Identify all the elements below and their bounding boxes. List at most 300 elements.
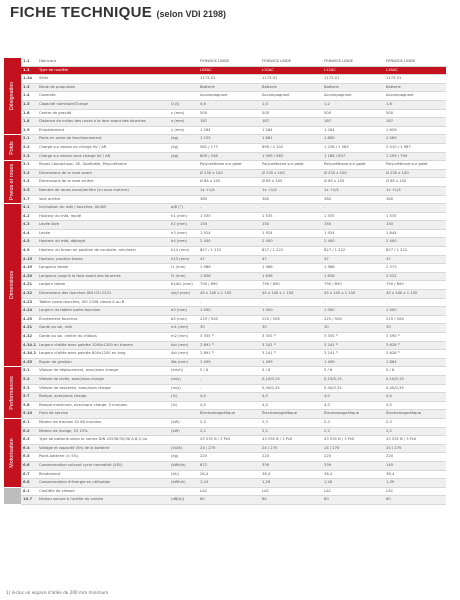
spec-row <box>4 487 446 496</box>
row-label: Écartement fourches <box>37 315 169 324</box>
row-unit <box>169 66 198 75</box>
row-value: - <box>322 204 384 213</box>
row-value: 30 <box>260 324 322 333</box>
row-value: 1 535 <box>384 212 446 221</box>
row-label: Hauteur du mât, replié <box>37 212 169 221</box>
row-unit <box>169 169 198 178</box>
row-number: 6.7 <box>21 470 37 479</box>
row-value: 30 <box>384 324 446 333</box>
row-value: 43 535 B / 3 PzS <box>198 436 260 445</box>
row-label: Rendement <box>37 470 169 479</box>
section-label <box>4 58 21 135</box>
row-number: 5.1 <box>21 367 37 376</box>
row-unit: h1 (mm) <box>169 212 198 221</box>
row-number: 8.1 <box>21 487 37 496</box>
spec-row <box>4 135 446 144</box>
spec-row <box>4 272 446 281</box>
row-value: 225 / 926 <box>384 315 446 324</box>
row-value: Électromagnétique <box>260 410 322 419</box>
row-value: Électromagnétique <box>384 410 446 419</box>
spec-row <box>4 427 446 436</box>
row-value: Batterie <box>260 83 322 92</box>
row-value: Batterie <box>384 83 446 92</box>
row-label: Charge sur essieu sans charge AV / AR <box>37 152 169 161</box>
row-value: 1 661 <box>260 135 322 144</box>
row-value: 45 x 100 x 1 150 <box>322 290 384 299</box>
spec-row <box>4 375 446 384</box>
row-value: 225 / 926 <box>260 315 322 324</box>
row-value: 2 400 <box>260 238 322 247</box>
row-value: 43 535 B / 3 PzS <box>384 436 446 445</box>
row-value: 1 499 <box>322 358 384 367</box>
spec-row <box>4 410 446 419</box>
row-value: 4,0 <box>384 401 446 410</box>
row-unit <box>169 298 198 307</box>
row-value: 150 <box>322 221 384 230</box>
row-unit: l1 (mm) <box>169 264 198 273</box>
row-value: 60 <box>198 496 260 505</box>
row-value: 790 / 890 <box>260 281 322 290</box>
row-value: 47 <box>322 255 384 264</box>
row-value: 43 535 B / 3 PzS <box>260 436 322 445</box>
row-value: 1173-01 <box>384 75 446 84</box>
row-label: Hauteur du mât, déployé <box>37 238 169 247</box>
row-value: - <box>198 298 260 307</box>
row-unit <box>169 92 198 101</box>
row-value: Ø 85 x 105 <box>322 178 384 187</box>
row-unit: Wa (mm) <box>169 358 198 367</box>
row-value: - <box>260 204 322 213</box>
row-unit: (m/s) <box>169 375 198 384</box>
row-value: 500 <box>260 109 322 118</box>
row-unit: (kWh/h) <box>169 461 198 470</box>
row-value: 1x +1/4 <box>322 186 384 195</box>
row-value: 827 / 1 222 <box>198 247 260 256</box>
row-value: Ø 85 x 105 <box>198 178 260 187</box>
row-number: 10.7 <box>21 496 37 505</box>
row-label: Contrôle de vitesse <box>37 487 169 496</box>
spec-row <box>4 470 446 479</box>
row-value: 3 241 ¹⁾ <box>322 350 384 359</box>
row-value: 24 / 270 <box>384 444 446 453</box>
row-label: Type de modèle <box>37 66 169 75</box>
row-number: 4.15 <box>21 255 37 264</box>
section-name: Dimensions <box>8 271 15 300</box>
row-value: 4,0 <box>384 393 446 402</box>
row-value: 500 <box>384 109 446 118</box>
row-value: 5 / 6 <box>198 367 260 376</box>
section-label <box>4 487 21 504</box>
row-value: 699 / 2 142 <box>260 143 322 152</box>
row-value: 2,3 <box>198 418 260 427</box>
row-number: 2.1 <box>21 135 37 144</box>
row-value: Polyuréthane sur galet <box>260 161 322 170</box>
row-value: 1 295 / 790 <box>384 152 446 161</box>
row-value: L12AC <box>322 66 384 75</box>
row-value: 1 000 <box>198 307 260 316</box>
row-unit <box>169 58 198 66</box>
row-number: 1.2a <box>21 75 37 84</box>
row-label: Rayon de giration <box>37 358 169 367</box>
row-unit: s/e/l (mm) <box>169 290 198 299</box>
row-number: 4.25 <box>21 315 37 324</box>
row-value: 150 <box>384 221 446 230</box>
row-value: Ø 85 x 105 <box>260 178 322 187</box>
row-unit <box>169 186 198 195</box>
row-value: 4,0 <box>322 401 384 410</box>
row-value: 0,10/0,15 <box>384 375 446 384</box>
row-number: 1.8 <box>21 118 37 127</box>
spec-row <box>4 83 446 92</box>
row-value: 24 / 270 <box>198 444 260 453</box>
row-unit: (kg) <box>169 453 198 462</box>
row-value: 2 022 <box>384 272 446 281</box>
row-value: 220 <box>384 453 446 462</box>
spec-row <box>4 307 446 316</box>
row-label: Longueur totale <box>37 264 169 273</box>
row-value: 827 / 1 222 <box>260 247 322 256</box>
row-value: L16AC <box>384 66 446 75</box>
row-value: 1x +1/4 <box>198 186 260 195</box>
spec-row <box>4 401 446 410</box>
spec-row <box>4 350 446 359</box>
row-value: LAC <box>384 487 446 496</box>
row-value: 380 <box>322 195 384 204</box>
row-label: Fabricant <box>37 58 169 66</box>
row-value: 2 065 <box>384 135 446 144</box>
row-unit: Ast (mm) <box>169 341 198 350</box>
spec-row <box>4 118 446 127</box>
row-value: 1 226 / 1 563 <box>322 143 384 152</box>
row-number: 1.1 <box>21 58 37 66</box>
row-label: Roues Caoutchouc, SE, Gonflable, Polyuréthane <box>37 161 169 170</box>
row-unit: m1 (mm) <box>169 324 198 333</box>
row-value: 220 <box>198 453 260 462</box>
row-unit: (km/h) <box>169 367 198 376</box>
row-number: 1.3 <box>21 83 37 92</box>
row-label: Hauteur, position basse <box>37 255 169 264</box>
row-value: 339 <box>322 461 384 470</box>
sheet-title <box>10 4 226 22</box>
row-value: Accompagnant <box>260 92 322 101</box>
row-label: Largeur d'allée avec palette 1000x1200 en travers <box>37 341 169 350</box>
row-value: 1 155 <box>198 135 260 144</box>
row-value: 380 <box>384 195 446 204</box>
row-value: 26,4 <box>198 470 260 479</box>
row-unit: h3 (mm) <box>169 229 198 238</box>
row-value: 1 636 <box>322 272 384 281</box>
row-unit: b5 (mm) <box>169 315 198 324</box>
footnote: 1) inclus un espace d'allée de 200 mm minimum <box>6 590 109 595</box>
row-number: 1.9 <box>21 126 37 135</box>
row-value: 380 <box>198 195 260 204</box>
row-label: Levée libre <box>37 221 169 230</box>
row-unit: (t/h) <box>169 470 198 479</box>
row-value: 2 400 <box>322 238 384 247</box>
row-value: 1 986 <box>260 264 322 273</box>
section-name: Désignation <box>8 81 15 111</box>
row-value: 2,3 <box>384 418 446 427</box>
row-value: 3 490 ¹⁾ <box>384 333 446 342</box>
spec-row <box>4 161 446 170</box>
row-value: 24 / 270 <box>322 444 384 453</box>
row-value: - <box>384 298 446 307</box>
row-unit <box>169 487 198 496</box>
row-value: Accompagnant <box>384 92 446 101</box>
row-number: 5.2 <box>21 375 37 384</box>
row-value: 30 <box>198 324 260 333</box>
row-value: 1,2 <box>322 100 384 109</box>
row-value: 5 / 6 <box>322 367 384 376</box>
row-value: 1 924 <box>322 229 384 238</box>
row-value: 790 / 890 <box>322 281 384 290</box>
row-label: Hauteur du timon en position de conduite, min/maxi <box>37 247 169 256</box>
row-value: - <box>322 298 384 307</box>
row-value: 4,0 <box>260 401 322 410</box>
row-number: 4.32 <box>21 333 37 342</box>
row-unit: (kWh/h) <box>169 479 198 488</box>
row-unit <box>169 195 198 204</box>
spec-row <box>4 126 446 135</box>
row-value: 5 / 6 <box>260 367 322 376</box>
row-unit <box>169 161 198 170</box>
row-value: - <box>198 375 260 384</box>
row-value: 339 <box>260 461 322 470</box>
row-value: 2 400 <box>384 238 446 247</box>
section-label <box>4 418 21 487</box>
spec-table-body <box>4 58 446 504</box>
spec-row <box>4 384 446 393</box>
spec-row <box>4 238 446 247</box>
row-value: 1 535 <box>198 212 260 221</box>
row-number: 3.7 <box>21 195 37 204</box>
spec-row <box>4 169 446 178</box>
row-value: 1,6 <box>384 100 446 109</box>
row-value: 5 / 6 <box>384 367 446 376</box>
row-value: 4,0 <box>198 401 260 410</box>
section-label <box>4 135 21 161</box>
row-value: Ø 230 x 100 <box>260 169 322 178</box>
row-value: 60 <box>260 496 322 505</box>
row-label: Levée <box>37 229 169 238</box>
row-unit: (V/Ah) <box>169 444 198 453</box>
row-label: Largeur du tablier porte-fourches <box>37 307 169 316</box>
row-value: 1 626 <box>384 126 446 135</box>
row-number: 2.2 <box>21 143 37 152</box>
row-value: 150 <box>260 221 322 230</box>
row-value: Ø 85 x 105 <box>384 178 446 187</box>
row-number: 5.10 <box>21 410 37 419</box>
row-unit <box>169 178 198 187</box>
row-value: 220 <box>260 453 322 462</box>
spec-sheet <box>4 58 446 505</box>
spec-row <box>4 204 446 213</box>
spec-row <box>4 333 446 342</box>
row-number: 3.5 <box>21 186 37 195</box>
row-value: 45 x 100 x 1 150 <box>260 290 322 299</box>
row-value: 1 264 <box>260 126 322 135</box>
row-label: Garde au sol, mât <box>37 324 169 333</box>
row-value: - <box>198 204 260 213</box>
row-value: 3 355 ¹⁾ <box>322 333 384 342</box>
row-label: Poids batterie (± 5%) <box>37 453 169 462</box>
row-value: 30 <box>322 324 384 333</box>
spec-row <box>4 324 446 333</box>
row-value: 1 986 <box>322 264 384 273</box>
row-value: 1 924 <box>198 229 260 238</box>
row-number: 4.5 <box>21 238 37 247</box>
row-value: FENWICK LINDE <box>322 58 384 66</box>
row-value: LAC <box>260 487 322 496</box>
row-label: Vitesse de levée, avec/sans charge <box>37 375 169 384</box>
section-name: Performances <box>8 375 15 410</box>
row-value: 0,10/0,15 <box>260 375 322 384</box>
spec-row <box>4 281 446 290</box>
spec-row <box>4 264 446 273</box>
row-value: Ø 230 x 100 <box>384 169 446 178</box>
row-value: L10AC <box>260 66 322 75</box>
spec-row <box>4 479 446 488</box>
row-value: 225 / 926 <box>322 315 384 324</box>
row-value: 60 <box>322 496 384 505</box>
spec-row <box>4 58 446 66</box>
row-value: 2,3 <box>322 418 384 427</box>
row-unit: (%) <box>169 393 198 402</box>
row-value: LAC <box>322 487 384 496</box>
row-label: Largeur totale <box>37 281 169 290</box>
row-number: 4.19 <box>21 264 37 273</box>
row-value: 380 <box>260 195 322 204</box>
spec-row <box>4 100 446 109</box>
row-value: Batterie <box>198 83 260 92</box>
row-unit: Ast (mm) <box>169 350 198 359</box>
row-label: Niveau sonore à l'oreille du cariste <box>37 496 169 505</box>
row-unit: l2 (mm) <box>169 272 198 281</box>
row-label: Longueur jusqu'à la face avant des fourches <box>37 272 169 281</box>
row-value: 187 <box>384 118 446 127</box>
row-value: 150 <box>198 221 260 230</box>
spec-row <box>4 255 446 264</box>
section-name: Pneus et roues <box>8 163 15 201</box>
row-unit <box>169 410 198 419</box>
row-number: 5.3 <box>21 384 37 393</box>
row-label: Moteur de levage, S3 15% <box>37 427 169 436</box>
row-value: L06AC <box>198 66 260 75</box>
row-value: 220 <box>322 453 384 462</box>
row-value: 3 355 ¹⁾ <box>260 333 322 342</box>
section-label <box>4 161 21 204</box>
row-value: 1 844 <box>384 229 446 238</box>
row-value: 2,2 <box>260 427 322 436</box>
row-unit: (m/s) <box>169 384 198 393</box>
section-name: Motorisation <box>8 438 15 468</box>
row-value: 2,2 <box>198 427 260 436</box>
row-unit: (kg) <box>169 152 198 161</box>
row-value: - <box>198 384 260 393</box>
spec-row <box>4 393 446 402</box>
row-value: Ø 230 x 100 <box>198 169 260 178</box>
row-value: 1,24 <box>198 479 260 488</box>
row-value: 1173-01 <box>322 75 384 84</box>
row-unit: α/β (°) <box>169 204 198 213</box>
row-unit: h4 (mm) <box>169 238 198 247</box>
row-unit: (dB(A)) <box>169 496 198 505</box>
row-value: 672 <box>198 461 260 470</box>
row-label: Vitesse de descente, avec/sans charge <box>37 384 169 393</box>
row-value: 4,0 <box>198 393 260 402</box>
row-value: 1 000 <box>322 307 384 316</box>
row-value: Accompagnant <box>198 92 260 101</box>
row-value: Polyuréthane sur galet <box>198 161 260 170</box>
row-unit: c (mm) <box>169 109 198 118</box>
row-number: 6.8 <box>21 479 37 488</box>
spec-row <box>4 143 446 152</box>
row-value: 0,40/0,35 <box>384 384 446 393</box>
row-value: 3 241 ¹⁾ <box>260 341 322 350</box>
row-value: 43 535 B / 3 PzS <box>322 436 384 445</box>
row-value: 187 <box>260 118 322 127</box>
row-number: 4.21 <box>21 281 37 290</box>
row-number: 6.4 <box>21 444 37 453</box>
row-value: 500 <box>198 109 260 118</box>
row-number: 5.8 <box>21 401 37 410</box>
row-label: Inclinaison du mât / fourches, AV/AR <box>37 204 169 213</box>
spec-row <box>4 178 446 187</box>
row-value: 1,26 <box>322 479 384 488</box>
row-value: 1,26 <box>260 479 322 488</box>
row-number: 4.20 <box>21 272 37 281</box>
row-value: 1173-01 <box>260 75 322 84</box>
row-unit: Q (t) <box>169 100 198 109</box>
row-value: 3 241 ¹⁾ <box>260 350 322 359</box>
spec-row <box>4 152 446 161</box>
spec-row <box>4 298 446 307</box>
row-label: Largeur d'allée avec palette 800x1200 en long <box>37 350 169 359</box>
row-label: Poids en ordre de fonctionnement <box>37 135 169 144</box>
row-value: 790 / 890 <box>198 281 260 290</box>
row-value: 2 373 <box>384 264 446 273</box>
row-label: Rampe, avec/sans charge <box>37 393 169 402</box>
row-label: Consommation suivant cycle normalisé (VDI) <box>37 461 169 470</box>
row-value: 145 <box>384 461 446 470</box>
spec-row <box>4 195 446 204</box>
spec-row <box>4 109 446 118</box>
spec-row <box>4 367 446 376</box>
row-value: 1x +1/4 <box>260 186 322 195</box>
spec-row <box>4 247 446 256</box>
row-value: 225 / 926 <box>198 315 260 324</box>
row-value: 1x +1/4 <box>384 186 446 195</box>
row-value: 1 499 <box>260 358 322 367</box>
row-value: Accompagnant <box>322 92 384 101</box>
row-value: 4,0 <box>260 393 322 402</box>
row-unit: m2 (mm) <box>169 333 198 342</box>
row-value: 1,39 <box>384 479 446 488</box>
spec-table <box>4 58 446 505</box>
section-label <box>4 204 21 367</box>
row-number: 4.31 <box>21 324 37 333</box>
row-value: 827 / 1 222 <box>384 247 446 256</box>
row-label: Centre de gravité <box>37 109 169 118</box>
row-label: Dimensions de la roue arrière <box>37 178 169 187</box>
row-value: 60 <box>384 496 446 505</box>
row-value: 1 864 <box>384 358 446 367</box>
row-label: Voie arrière <box>37 195 169 204</box>
row-value: Électromagnétique <box>198 410 260 419</box>
row-value: 0,6 <box>198 100 260 109</box>
row-label: Type de batterie selon la norme DIN 43536/35/36 A,B,C,no <box>37 436 169 445</box>
row-label: Mode de propulsion <box>37 83 169 92</box>
